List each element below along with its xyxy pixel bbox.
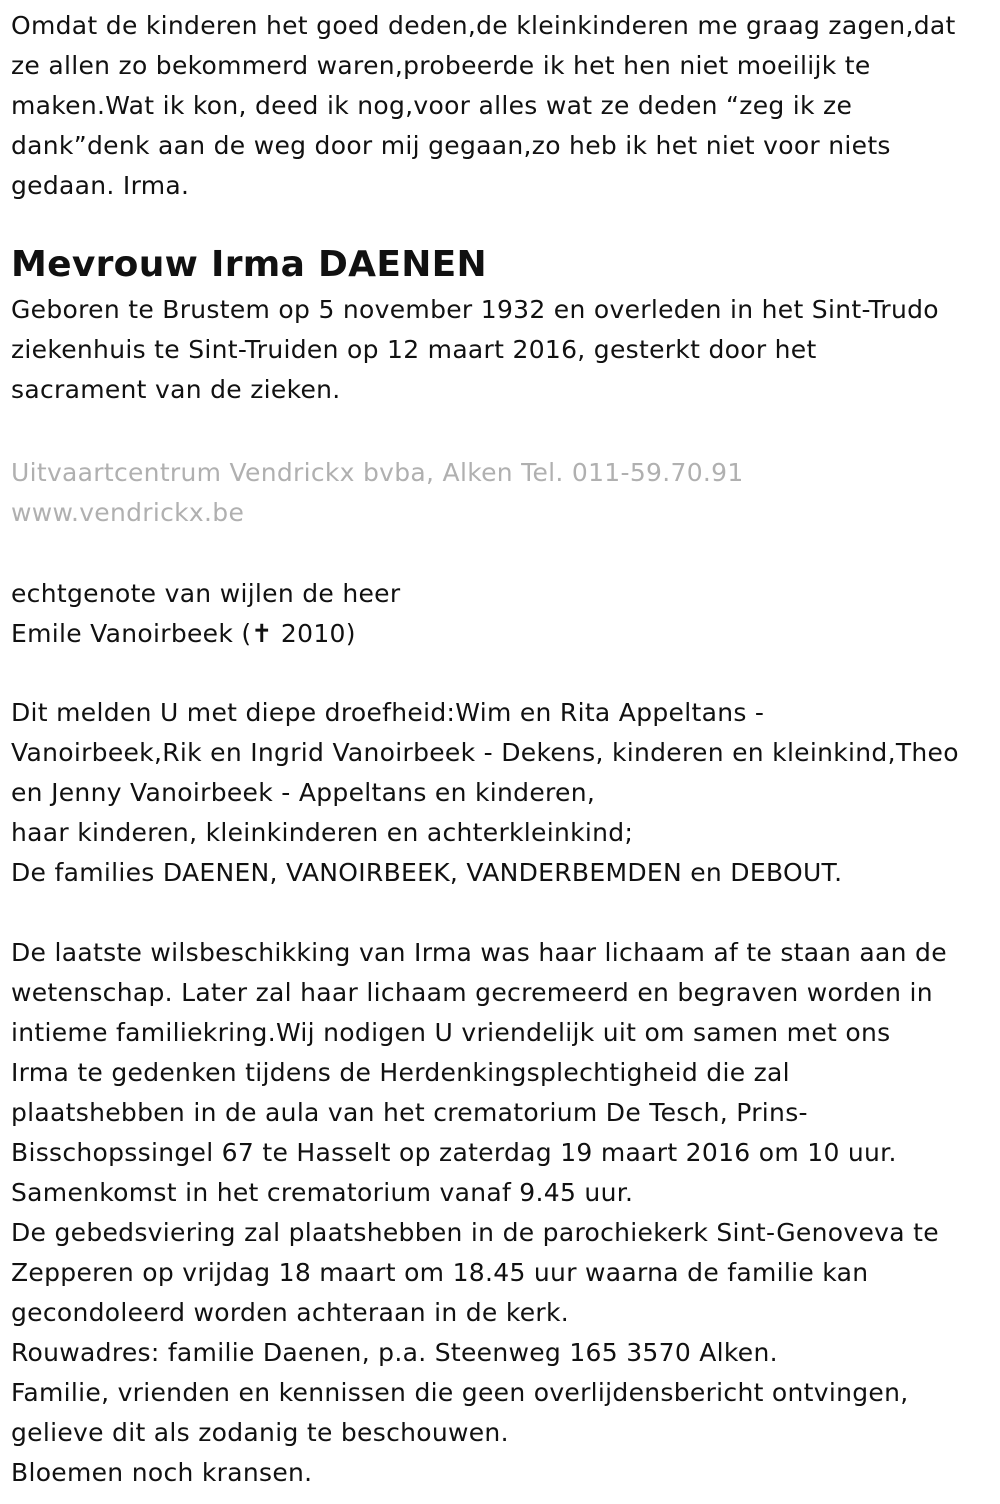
family-block <box>11 693 991 893</box>
funeral-home-website[interactable]: www.vendrickx.be <box>11 498 245 527</box>
ceremony-line: Zepperen op vrijdag 18 maart om 18.45 uur waarna de familie kan <box>11 1258 869 1287</box>
ceremony-line: De laatste wilsbeschikking van Irma was haar lichaam af te staan aan de <box>11 938 947 967</box>
poem-line: dank”denk aan de weg door mij gegaan,zo heb ik het niet voor niets <box>11 131 891 160</box>
poem-line: ze allen zo bekommerd waren,probeerde ik het hen niet moeilijk te <box>11 51 871 80</box>
spouse-line: echtgenote van wijlen de heer <box>11 579 401 608</box>
ceremony-line: Rouwadres: familie Daenen, p.a. Steenweg 165 3570 Alken. <box>11 1338 778 1367</box>
ceremony-line: intieme familiekring.Wij nodigen U vriendelijk uit om samen met ons <box>11 1018 891 1047</box>
family-line: en Jenny Vanoirbeek - Appeltans en kinderen, <box>11 778 596 807</box>
family-line: Vanoirbeek,Rik en Ingrid Vanoirbeek - Dekens, kinderen en kleinkind,Theo <box>11 738 959 767</box>
ceremony-line: Bisschopssingel 67 te Hasselt op zaterdag 19 maart 2016 om 10 uur. <box>11 1138 897 1167</box>
ceremony-line: plaatshebben in de aula van het crematorium De Tesch, Prins- <box>11 1098 808 1127</box>
poem-line: Omdat de kinderen het goed deden,de kleinkinderen me graag zagen,dat <box>11 11 956 40</box>
funeral-home-block <box>11 453 991 533</box>
spouse-line: Emile Vanoirbeek (✝ 2010) <box>11 619 356 648</box>
spouse-block <box>11 574 991 654</box>
family-line: haar kinderen, kleinkinderen en achterkleinkind; <box>11 818 634 847</box>
funeral-home-contact: Uitvaartcentrum Vendrickx bvba, Alken Tel. 011-59.70.91 <box>11 458 744 487</box>
ceremony-line: De gebedsviering zal plaatshebben in de parochiekerk Sint-Genoveva te <box>11 1218 939 1247</box>
poem-line: maken.Wat ik kon, deed ik nog,voor alles wat ze deden “zeg ik ze <box>11 91 853 120</box>
ceremony-line: gelieve dit als zodanig te beschouwen. <box>11 1418 509 1447</box>
ceremony-line: Familie, vrienden en kennissen die geen overlijdensbericht ontvingen, <box>11 1378 909 1407</box>
ceremony-line: wetenschap. Later zal haar lichaam gecremeerd en begraven worden in <box>11 978 933 1007</box>
ceremony-line: Irma te gedenken tijdens de Herdenkingsplechtigheid die zal <box>11 1058 790 1087</box>
poem-block <box>11 6 991 206</box>
birth-death-line: ziekenhuis te Sint-Truiden op 12 maart 2016, gesterkt door het <box>11 335 817 364</box>
ceremony-line: Bloemen noch kransen. <box>11 1458 313 1487</box>
birth-death-line: Geboren te Brustem op 5 november 1932 en overleden in het Sint-Trudo <box>11 295 939 324</box>
ceremony-line: gecondoleerd worden achteraan in de kerk. <box>11 1298 569 1327</box>
poem-line: gedaan. Irma. <box>11 171 190 200</box>
family-line: De families DAENEN, VANOIRBEEK, VANDERBEMDEN en DEBOUT. <box>11 858 843 887</box>
ceremony-block <box>11 933 991 1493</box>
birth-death-line: sacrament van de zieken. <box>11 375 341 404</box>
family-line: Dit melden U met diepe droefheid:Wim en Rita Appeltans - <box>11 698 765 727</box>
ceremony-line: Samenkomst in het crematorium vanaf 9.45 uur. <box>11 1178 634 1207</box>
deceased-name: Mevrouw Irma DAENEN <box>11 244 487 285</box>
deceased-block <box>11 240 991 410</box>
